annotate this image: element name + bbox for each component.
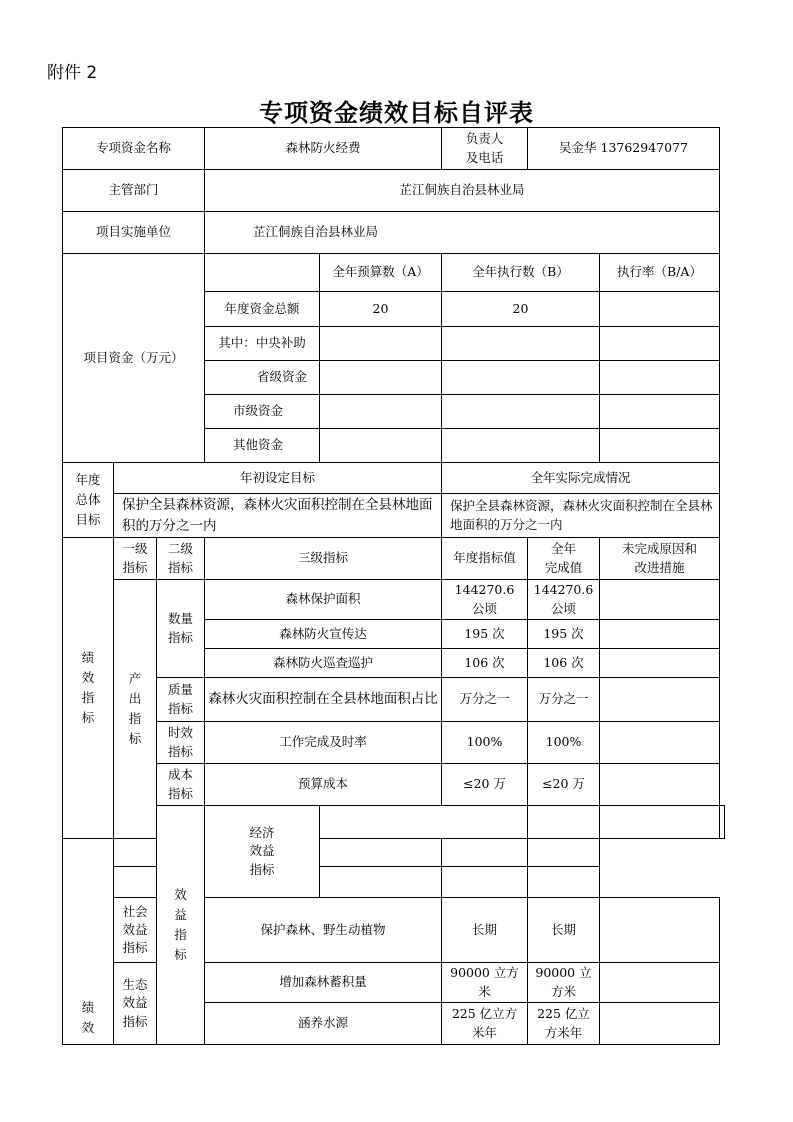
fund-row-exec [442,361,600,395]
indicator-reason [600,898,720,963]
unit-label: 项目实施单位 [63,212,205,254]
fund-row-exec [442,327,600,361]
timeliness-indicators-label: 时效 指标 [157,722,205,764]
indicator-name: 森林火灾面积控制在全县林地面积占比 [205,678,442,722]
responsible-label: 负责人 及电话 [442,128,528,170]
fund-row-exec [442,429,600,463]
fund-row-rate [600,429,720,463]
dept-label: 主管部门 [63,170,205,212]
col-level1-header: 一级 指标 [114,538,157,580]
fund-row-exec: 20 [442,292,600,327]
fund-row-budget [320,429,442,463]
fund-row-rate [600,292,720,327]
indicator-name: 工作完成及时率 [205,722,442,764]
fund-name-label: 专项资金名称 [63,128,205,170]
indicator-reason [600,620,720,649]
col-reason-header: 未完成原因和 改进措施 [600,538,720,580]
indicator-target: 106 次 [442,649,528,678]
indicator-done: 195 次 [528,620,600,649]
indicator-done: 万分之一 [528,678,600,722]
indicator-target: 90000 立方 米 [442,963,528,1003]
indicator-done: ≤20 万 [528,764,600,806]
fund-row-rate [600,395,720,429]
indicator-name: 增加森林蓄积量 [205,963,442,1003]
funds-blank-header [205,254,320,292]
indicator-reason [600,678,720,722]
indicator-name: 预算成本 [205,764,442,806]
eco-indicators-label: 生态 效益 指标 [114,963,157,1045]
col-level3-header: 三级指标 [205,538,442,580]
indicator-name: 森林防火巡查巡护 [205,649,442,678]
fund-row-budget [320,361,442,395]
indicator-reason [600,580,720,620]
col-target-header: 年度指标值 [442,538,528,580]
fund-row-budget [320,327,442,361]
output-indicators-label: 产 出 指 标 [114,580,157,839]
indicator-reason [600,649,720,678]
quality-indicators-label: 质量 指标 [157,678,205,722]
col-level2-header: 二级 指标 [157,538,205,580]
fund-row-rate [600,327,720,361]
indicator-done: 长期 [528,898,600,963]
indicator-reason [528,867,600,898]
fund-row-label: 其中：中央补助 [205,327,320,361]
goals-label: 年度 总体 目标 [63,463,114,538]
indicator-name [320,806,528,839]
benefit-indicators-label: 效 益 指 标 [157,806,205,1045]
fund-name-value: 森林防火经费 [205,128,442,170]
indicator-target: 225 亿立方 米年 [442,1003,528,1045]
cost-indicators-label: 成本 指标 [157,764,205,806]
fund-row-label: 其他资金 [205,429,320,463]
indicator-done: 225 亿立 方米年 [528,1003,600,1045]
indicator-target: 144270.6 公顷 [442,580,528,620]
indicator-reason [600,722,720,764]
funds-label: 项目资金（万元） [63,254,205,463]
indicator-done: 106 次 [528,649,600,678]
fund-row-budget: 20 [320,292,442,327]
unit-value: 芷江侗族自治县林业局 [205,212,720,254]
indicator-reason [600,1003,720,1045]
col-rate-header: 执行率（B/A） [600,254,720,292]
fund-row-label: 省级资金 [205,361,320,395]
indicator-target: 195 次 [442,620,528,649]
fund-row-label: 年度资金总额 [205,292,320,327]
indicator-done: 90000 立 方米 [528,963,600,1003]
social-indicators-label: 社会 效益 指标 [114,898,157,963]
responsible-value: 吴金华 13762947077 [528,128,720,170]
indicator-name: 森林防火宣传达 [205,620,442,649]
economic-indicators-label: 经济 效益 指标 [205,806,320,898]
quantity-indicators-label: 数量 指标 [157,580,205,678]
indicators-continued-label: 绩 效 [63,839,114,1045]
goals-set-text: 保护全县森林资源，森林火灾面积控制在全县林地面积的万分之一内 [114,494,442,538]
dept-value: 芷江侗族自治县林业局 [205,170,720,212]
col-exec-header: 全年执行数（B） [442,254,600,292]
evaluation-table [62,127,725,1045]
goals-set-header: 年初设定目标 [114,463,442,494]
indicator-reason [720,806,725,839]
indicator-target: ≤20 万 [442,764,528,806]
indicator-name [114,867,205,898]
fund-row-label: 市级资金 [205,395,320,429]
indicator-name: 森林保护面积 [205,580,442,620]
col-done-header: 全年 完成值 [528,538,600,580]
goals-done-header: 全年实际完成情况 [442,463,720,494]
indicator-target: 100% [442,722,528,764]
indicators-section-label: 绩 效 指 标 [63,538,114,839]
page-title: 专项资金绩效目标自评表 [259,99,534,127]
indicator-target [320,839,442,867]
indicator-reason [600,764,720,806]
indicator-reason [528,839,600,867]
indicator-done [442,867,528,898]
indicator-name: 涵养水源 [205,1003,442,1045]
indicator-done: 100% [528,722,600,764]
indicator-target: 万分之一 [442,678,528,722]
goals-done-text: 保护全县森林资源，森林火灾面积控制在全县林地面积的万分之一内 [442,494,720,538]
indicator-done [442,839,528,867]
indicator-done: 144270.6 公顷 [528,580,600,620]
indicator-name [114,839,205,867]
indicator-name: 保护森林、野生动植物 [205,898,442,963]
fund-row-budget [320,395,442,429]
indicator-target: 长期 [442,898,528,963]
fund-row-rate [600,361,720,395]
attachment-label: 附件 2 [47,63,98,83]
fund-row-exec [442,395,600,429]
indicator-done [600,806,720,839]
indicator-target [528,806,600,839]
col-budget-header: 全年预算数（A） [320,254,442,292]
indicator-target [320,867,442,898]
indicator-reason [600,963,720,1003]
